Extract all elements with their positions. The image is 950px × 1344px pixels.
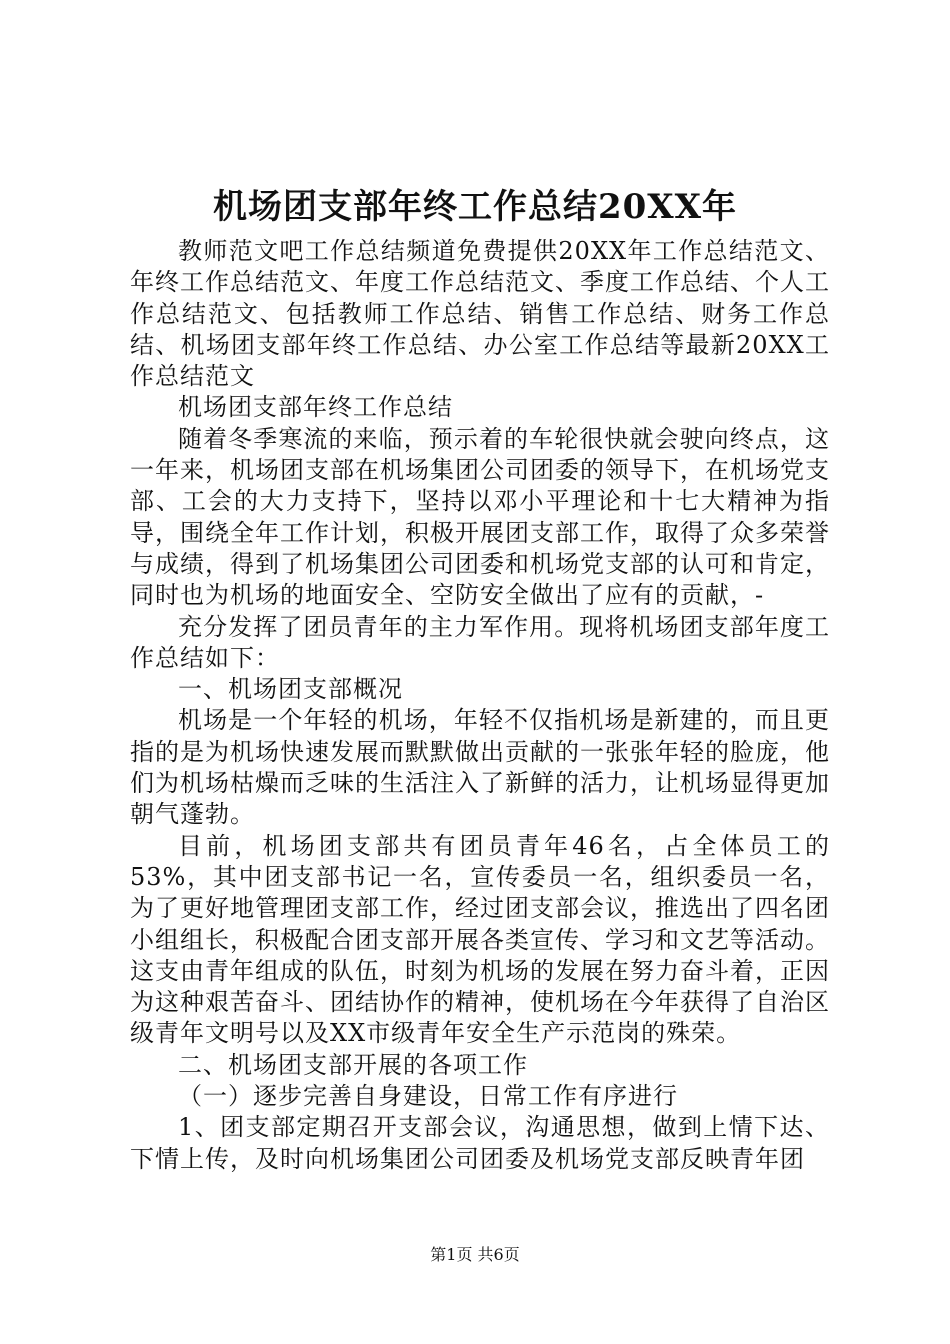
body-paragraph: 1、团支部定期召开支部会议，沟通思想，做到上情下达、下情上传，及时向机场集团公司团委及机场党支部反映青年团 [130, 1113, 830, 1173]
page-footer: 第1页 共6页 [430, 1245, 520, 1264]
body-paragraph: 目前，机场团支部共有团员青年46名，占全体员工的53%，其中团支部书记一名，宣传委员一名，组织委员一名，为了更好地管理团支部工作，经过团支部会议，推选出了四名团小组组长，积极配合团支部开展各类宣传、学习和文艺等活动。这支由青年组成的队伍，时刻为机场的发展在努力奋斗着，正因为这种艰苦奋斗、团结协作的精神，使机场在今年获得了自治区级青年文明号以及XX市级青年安全生产示范岗的殊荣。 [130, 831, 830, 1048]
section-heading: 一、机场团支部概况 [178, 675, 403, 704]
subsection-heading: （一）逐步完善自身建设，日常工作有序进行 [178, 1082, 678, 1111]
body-paragraph: 随着冬季寒流的来临，预示着的车轮很快就会驶向终点，这一年来，机场团支部在机场集团公司团委的领导下，在机场党支部、工会的大力支持下，坚持以邓小平理论和十七大精神为指导，围绕全年工作计划，积极开展团支部工作，取得了众多荣誉与成绩，得到了机场集团公司团委和机场党支部的认可和肯定，同时也为机场的地面安全、空防安全做出了应有的贡献，- [130, 424, 830, 610]
body-paragraph: 充分发挥了团员青年的主力军作用。现将机场团支部年度工作总结如下： [130, 612, 830, 672]
document-body [130, 236, 830, 1175]
section-heading: 二、机场团支部开展的各项工作 [178, 1050, 528, 1079]
body-paragraph: 机场是一个年轻的机场，年轻不仅指机场是新建的，而且更指的是为机场快速发展而默默做出贡献的一张张年轻的脸庞，他们为机场枯燥而乏味的生活注入了新鲜的活力，让机场显得更加朝气蓬勃。 [130, 706, 830, 829]
subtitle-paragraph: 机场团支部年终工作总结 [178, 393, 453, 422]
document-title: 机场团支部年终工作总结20XX年 [212, 187, 738, 227]
intro-paragraph: 教师范文吧工作总结频道免费提供20XX年工作总结范文、年终工作总结范文、年度工作总结范文、季度工作总结、个人工作总结范文、包括教师工作总结、销售工作总结、财务工作总结、机场团支部年终工作总结、办公室工作总结等最新20XX工作总结范文 [130, 237, 830, 391]
